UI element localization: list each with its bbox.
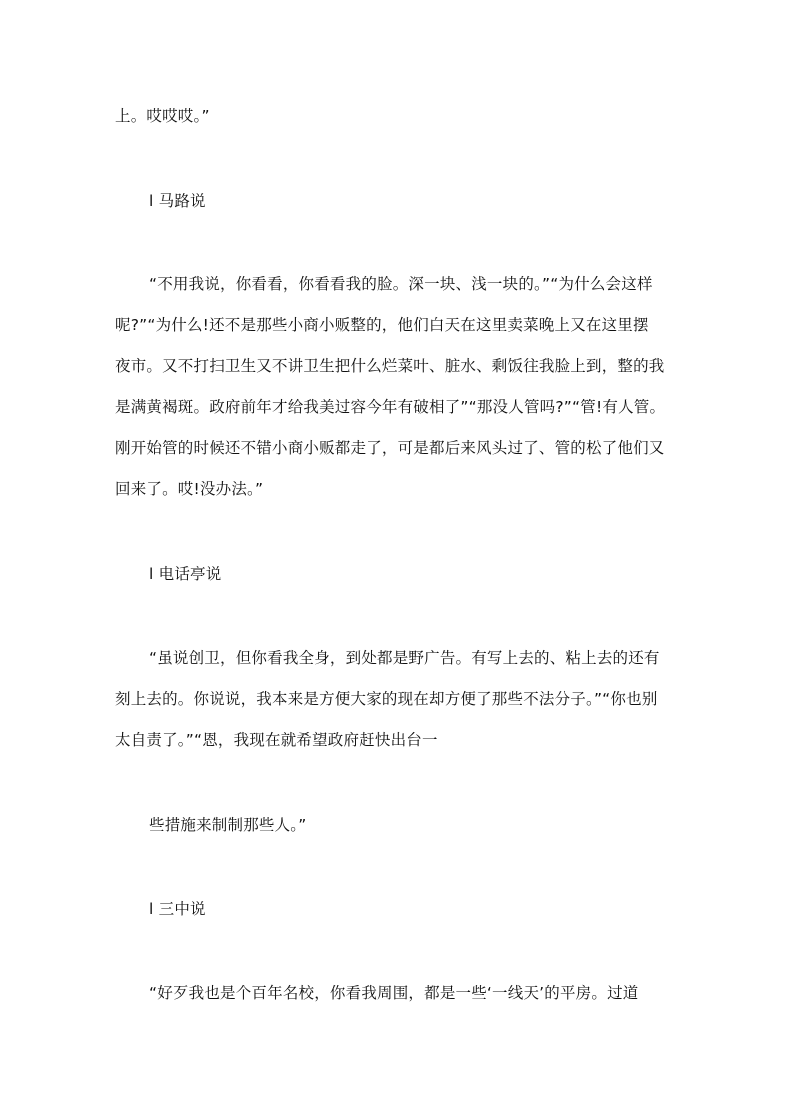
section-heading-third-school: l 三中说 — [149, 900, 206, 918]
paragraph-line: 刚开始管的时候还不错小商小贩都走了，可是都后来风头过了、管的松了他们又 — [115, 439, 665, 457]
paragraph-line: “虽说创卫，但你看我全身，到处都是野广告。有写上去的、粘上去的还有 — [149, 649, 660, 667]
section-heading-road: l 马路说 — [149, 192, 206, 210]
paragraph-line: “好歹我也是个百年名校，你看我周围，都是一些‘一线天’的平房。过道 — [149, 984, 639, 1002]
paragraph-line: 太自责了。”“恩，我现在就希望政府赶快出台一 — [115, 731, 438, 749]
paragraph-line: “不用我说，你看看，你看看我的脸。深一块、浅一块的。”“为什么会这样 — [149, 275, 653, 293]
paragraph-line: 些措施来制制那些人。” — [149, 816, 307, 834]
paragraph-line: 夜市。又不打扫卫生又不讲卫生把什么烂菜叶、脏水、剩饭往我脸上到，整的我 — [115, 357, 665, 375]
paragraph-line: 上。哎哎哎。” — [115, 107, 210, 125]
paragraph-line: 回来了。哎!没办法。” — [115, 480, 264, 498]
paragraph-line: 是满黄褐斑。政府前年才给我美过容今年有破相了”“那没人管吗?”“管!有人管。 — [115, 398, 666, 416]
paragraph-line: 呢?”“为什么!还不是那些小商小贩整的，他们白天在这里卖菜晚上又在这里摆 — [115, 316, 649, 334]
paragraph-line: 刻上去的。你说说，我本来是方便大家的现在却方便了那些不法分子。”“你也别 — [115, 690, 658, 708]
section-heading-phone-booth: l 电话亭说 — [149, 565, 222, 583]
